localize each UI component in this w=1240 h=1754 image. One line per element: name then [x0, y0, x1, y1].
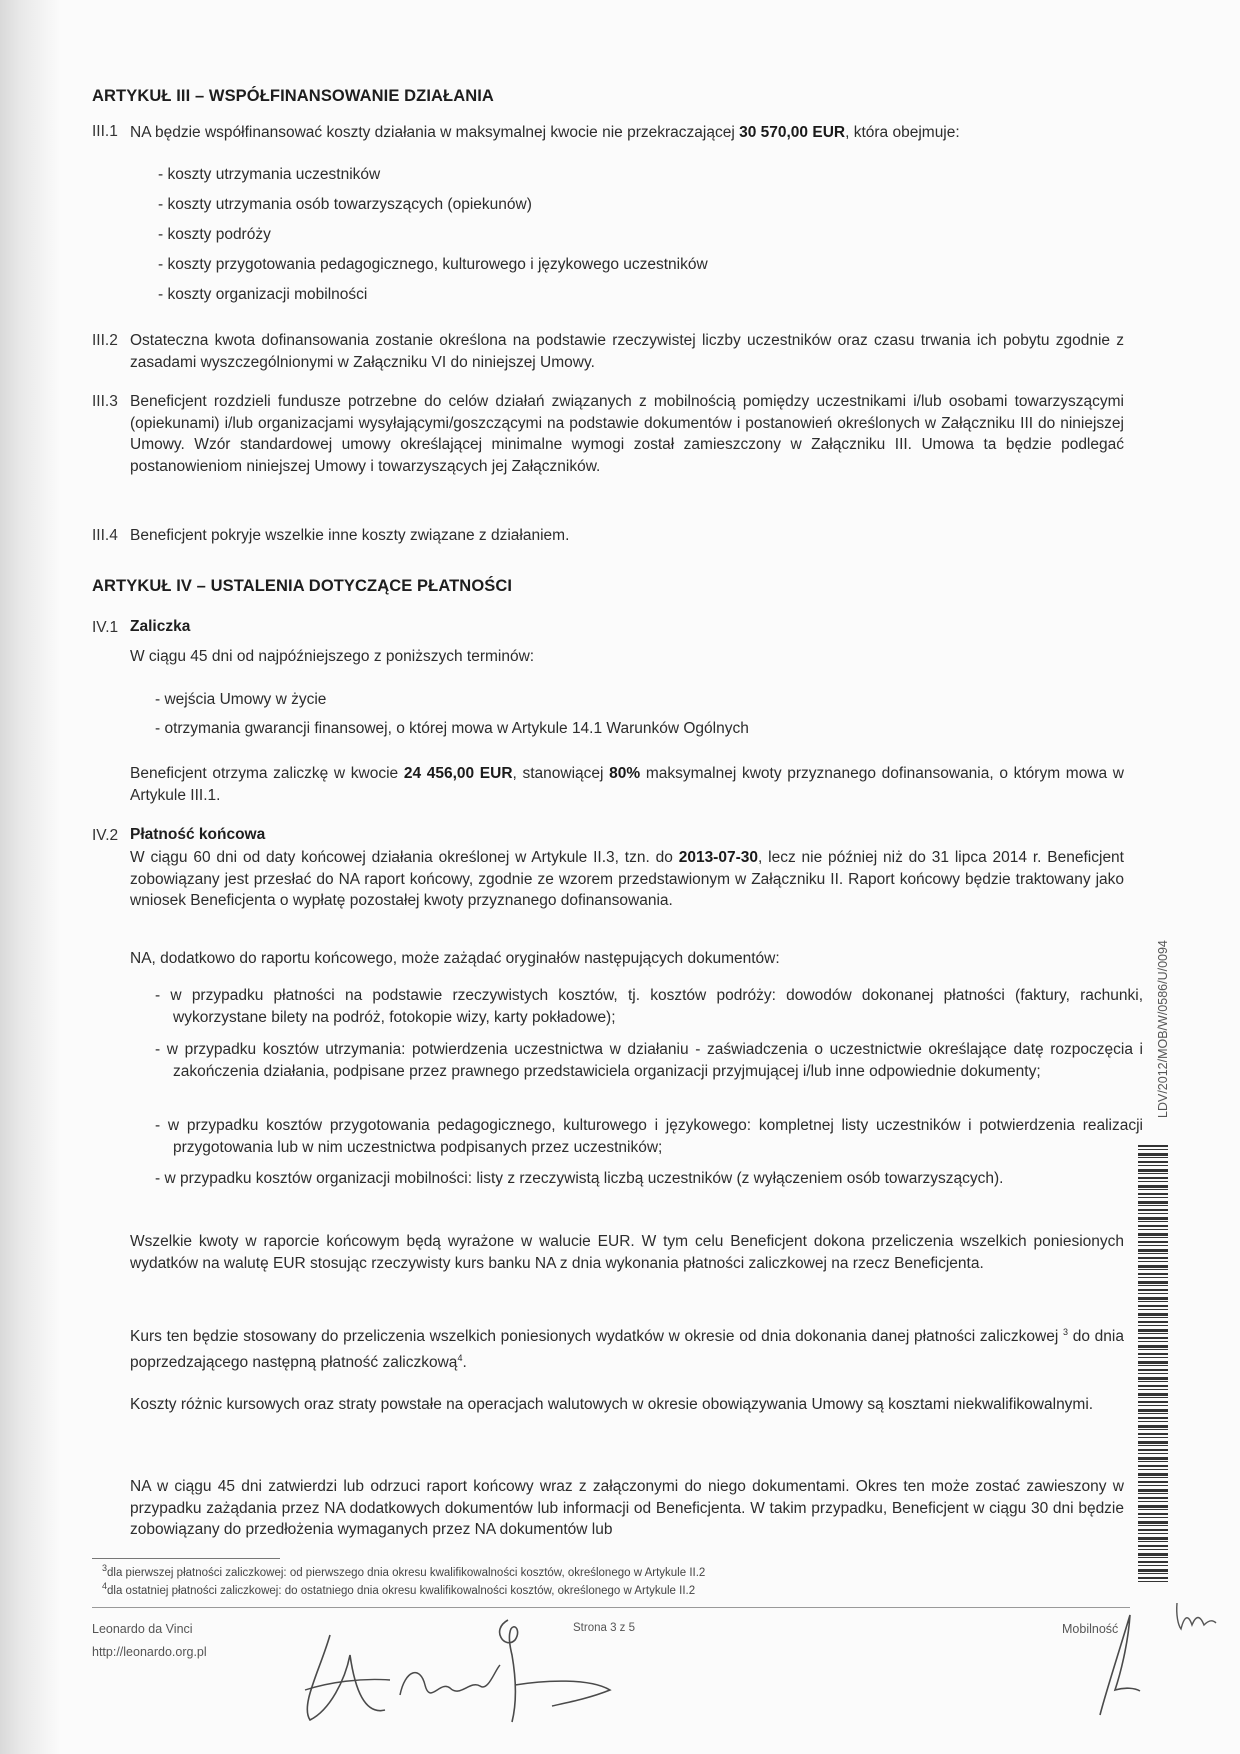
- section-title-advance: Zaliczka: [130, 618, 191, 635]
- list-item: - wejścia Umowy w życie: [155, 691, 327, 708]
- list-item: - koszty utrzymania uczestników: [158, 166, 381, 183]
- document-list-item: - w przypadku kosztów przygotowania pedagogicznego, kulturowego i językowego: kompletnej listy uczestników i potwierdzenia realizacji przygotowania lub w nim uczestnictwa podpisanych przez uczestników;: [155, 1117, 1143, 1156]
- article-4-heading: ARTYKUŁ IV – USTALENIA DOTYCZĄCE PŁATNOŚCI: [92, 577, 513, 595]
- page-number: Strona 3 z 5: [573, 1622, 636, 1634]
- signature-icon: [290, 1610, 630, 1730]
- document-list-item: - w przypadku kosztów utrzymania: potwierdzenia uczestnictwa w działaniu - zaświadczenia o uczestnictwie określające datę rozpoczęcia i zakończenia działania, podpisane przez prawnego przedstawiciela organizacji przyjmującej i/lub inne odpowiednie dokumenty;: [155, 1041, 1143, 1080]
- advance-intro: W ciągu 45 dni od najpóźniejszego z poniższych terminów:: [130, 648, 535, 665]
- final-report-date: 2013-07-30: [678, 849, 758, 866]
- max-amount: 30 570,00 EUR: [739, 124, 846, 141]
- footnote-separator: [92, 1558, 280, 1559]
- footer-program: Leonardo da Vinci: [92, 1622, 193, 1636]
- list-item: - koszty organizacji mobilności: [158, 286, 368, 303]
- footnote: $^4$dla ostatniej płatności zaliczkowej: do ostatniego dnia okresu kwalifikowalności kosztów, określonego w Artykule II.2: [102, 1581, 696, 1597]
- final-payment-paragraph-5: Koszty różnic kursowych oraz straty powstałe na operacjach walutowych w okresie obowiązywania Umowy są kosztami niekwalifikowalnymi.: [130, 1396, 1094, 1413]
- document-list-item: - w przypadku kosztów organizacji mobilności: listy z rzeczywistą liczbą uczestników (z wyłączeniem osób towarzyszących).: [155, 1170, 1004, 1187]
- footer-url: http://leonardo.org.pl: [92, 1645, 207, 1659]
- section-title-final-payment: Płatność końcowa: [130, 826, 266, 843]
- document-id: LDV/2012/MOB/W/0586/U/0094: [1156, 940, 1170, 1118]
- initials-icon: [1090, 1595, 1150, 1725]
- paragraph-number: III.2: [92, 332, 118, 349]
- paragraph-III-4: Beneficjent pokryje wszelkie inne koszty związane z działaniem.: [130, 527, 570, 544]
- paragraph-number: III.4: [92, 527, 118, 544]
- footnote-ref: 3: [1063, 1327, 1069, 1337]
- paragraph-number: III.1: [92, 123, 118, 140]
- advance-amount: 24 456,00 EUR: [403, 765, 513, 782]
- paragraph-III-2: Ostateczna kwota dofinansowania zostanie określona na podstawie rzeczywistej liczby uczestników oraz czasu trwania ich pobytu zgodnie z zasadami wyszczególnionymi w Załączniku VI do niniejszej Umowy.: [130, 332, 1124, 371]
- footnote-ref: 4: [457, 1352, 463, 1363]
- section-number: IV.2: [92, 827, 119, 844]
- final-payment-paragraph-1: W ciągu 60 dni od daty końcowej działania określonej w Artykule II.3, tzn. do 2013-07-30, lecz nie później niż do 31 lipca 2014 r. Beneficjent zobowiązany jest przesłać do NA raport końcowy, zgodnie ze wzorem przedstawionym w Załączniku II. Raport końcowy będzie traktowany jako wniosek Beneficjenta o wypłatę pozostałej kwoty przyznanego dofinansowania.: [130, 849, 1124, 909]
- final-payment-paragraph-6: NA w ciągu 45 dni zatwierdzi lub odrzuci raport końcowy wraz z załączonymi do niego dokumentami. Okres ten może zostać zawieszony w przypadku zażądania przez NA dodatkowych dokumentów lub informacji od Beneficjenta. W takim przypadku, Beneficjent w ciągu 30 dni będzie zobowiązany do przedłożenia wymaganych przez NA dokumentów lub: [130, 1478, 1124, 1538]
- advance-percent: 80%: [609, 765, 641, 782]
- footer-section: Mobilność: [1062, 1622, 1119, 1636]
- list-item: - koszty utrzymania osób towarzyszących (opiekunów): [158, 196, 532, 213]
- footer-separator: [92, 1607, 1130, 1608]
- initials-icon: [1172, 1595, 1222, 1635]
- final-payment-paragraph-3: Wszelkie kwoty w raporcie końcowym będą wyrażone w walucie EUR. W tym celu Beneficjent dokona przeliczenia wszelkich poniesionych wydatków na walutę EUR stosując rzeczywisty kurs banku NA z dnia wykonania płatności zaliczkowej na rzecz Beneficjenta.: [130, 1233, 1124, 1272]
- list-item: - koszty podróży: [158, 226, 271, 243]
- final-payment-paragraph-2: NA, dodatkowo do raportu końcowego, może zażądać oryginałów następujących dokumentów:: [130, 950, 780, 967]
- article-3-heading: ARTYKUŁ III – WSPÓŁFINANSOWANIE DZIAŁANIA: [92, 87, 494, 105]
- document-list-item: - w przypadku płatności na podstawie rzeczywistych kosztów, tj. kosztów podróży: dowodów dokonanej płatności (faktury, rachunki, wykorzystane bilety na podróż, fotokopie wizy, karty pokładowe);: [155, 987, 1143, 1026]
- paragraph-number: III.3: [92, 393, 118, 410]
- list-item: - koszty przygotowania pedagogicznego, kulturowego i językowego uczestników: [158, 256, 708, 273]
- paragraph-III-1: NA będzie współfinansować koszty działania w maksymalnej kwocie nie przekraczającej 30 570,00 EUR, która obejmuje:: [130, 124, 960, 141]
- final-payment-paragraph-4: Kurs ten będzie stosowany do przeliczenia wszelkich poniesionych wydatków w okresie od dnia dokonania danej płatności zaliczkowej $^3$ do dnia poprzedzającego następną płatność zaliczkową$^4$.: [130, 1327, 1124, 1371]
- section-number: IV.1: [92, 619, 119, 636]
- paragraph-III-3: Beneficjent rozdzieli fundusze potrzebne do celów działań związanych z mobilnością pomiędzy uczestnikami i/lub osobami towarzyszącymi (opiekunami) i/lub organizacjami wysyłającymi/goszczącymi na podstawie dokumentów i postanowień określonych w Załączniku III do niniejszej Umowy. Wzór standardowej umowy określającej minimalne wymogi został zamieszczony w Załączniku III. Umowa ta będzie podlegać postanowieniom niniejszej Umowy i towarzyszących jej Załączników.: [130, 393, 1124, 475]
- list-item: - otrzymania gwarancji finansowej, o której mowa w Artykule 14.1 Warunków Ogólnych: [155, 720, 749, 737]
- footnote: $^3$dla pierwszej płatności zaliczkowej: od pierwszego dnia okresu kwalifikowalności kosztów, określonego w Artykule II.2: [102, 1563, 706, 1579]
- advance-paragraph: Beneficjent otrzyma zaliczkę w kwocie 24 456,00 EUR, stanowiącej 80% maksymalnej kwoty przyznanego dofinansowania, o którym mowa w Artykule III.1.: [130, 765, 1124, 804]
- barcode-icon: [1138, 1145, 1168, 1585]
